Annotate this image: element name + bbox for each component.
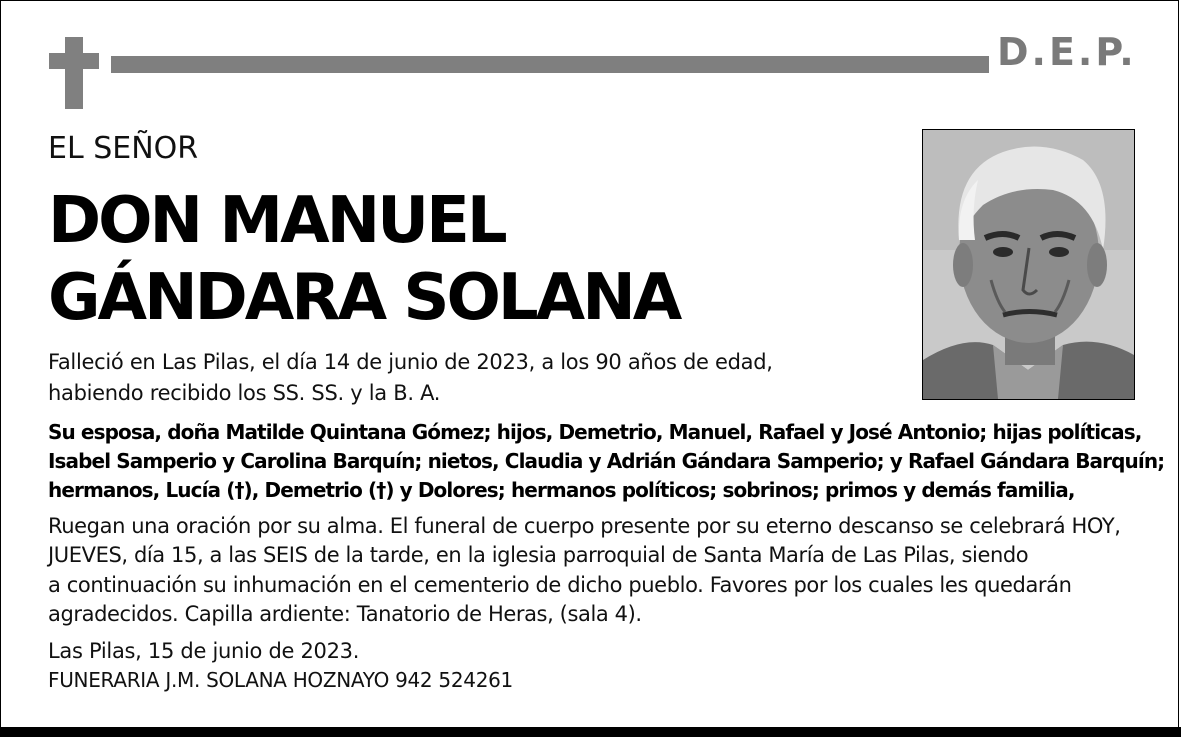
deceased-portrait-photo <box>922 129 1135 400</box>
funeral-request-line: Ruegan una oración por su alma. El funeral de cuerpo presente por su eterno descanso se celebrará HOY, <box>48 514 1121 538</box>
honorific: EL SEÑOR <box>48 131 199 166</box>
dep-label: D.E.P. <box>997 30 1137 74</box>
place-date: Las Pilas, 15 de junio de 2023. <box>48 639 360 663</box>
deceased-name-line2: GÁNDARA SOLANA <box>48 261 680 335</box>
family-line: Isabel Samperio y Carolina Barquín; nietos, Claudia y Adrián Gándara Samperio; y Rafael Gándara Barquín; <box>48 449 1165 473</box>
funeral-request-line: agradecidos. Capilla ardiente: Tanatorio de Heras, (sala 4). <box>48 602 642 626</box>
funeral-request-line: JUEVES, día 15, a las SEIS de la tarde, en la iglesia parroquial de Santa María de Las Pilas, siendo <box>48 543 1029 567</box>
latin-cross-icon-bar <box>49 53 99 69</box>
family-line: hermanos, Lucía (†), Demetrio (†) y Dolores; hermanos políticos; sobrinos; primos y demás familia, <box>48 478 1075 502</box>
family-line: Su esposa, doña Matilde Quintana Gómez; hijos, Demetrio, Manuel, Rafael y José Antonio; hijas políticas, <box>48 420 1142 444</box>
bottom-border <box>0 727 1181 737</box>
death-notice-line: Falleció en Las Pilas, el día 14 de junio de 2023, a los 90 años de edad, <box>48 350 773 374</box>
deceased-name-line1: DON MANUEL <box>48 184 505 258</box>
latin-cross-icon <box>65 37 83 109</box>
funeral-home: FUNERARIA J.M. SOLANA HOZNAYO 942 524261 <box>48 668 513 692</box>
death-notice-line: habiendo recibido los SS. SS. y la B. A. <box>48 381 441 405</box>
header-rule <box>111 56 989 73</box>
funeral-request-line: a continuación su inhumación en el cementerio de dicho pueblo. Favores por los cuales les quedarán <box>48 573 1072 597</box>
